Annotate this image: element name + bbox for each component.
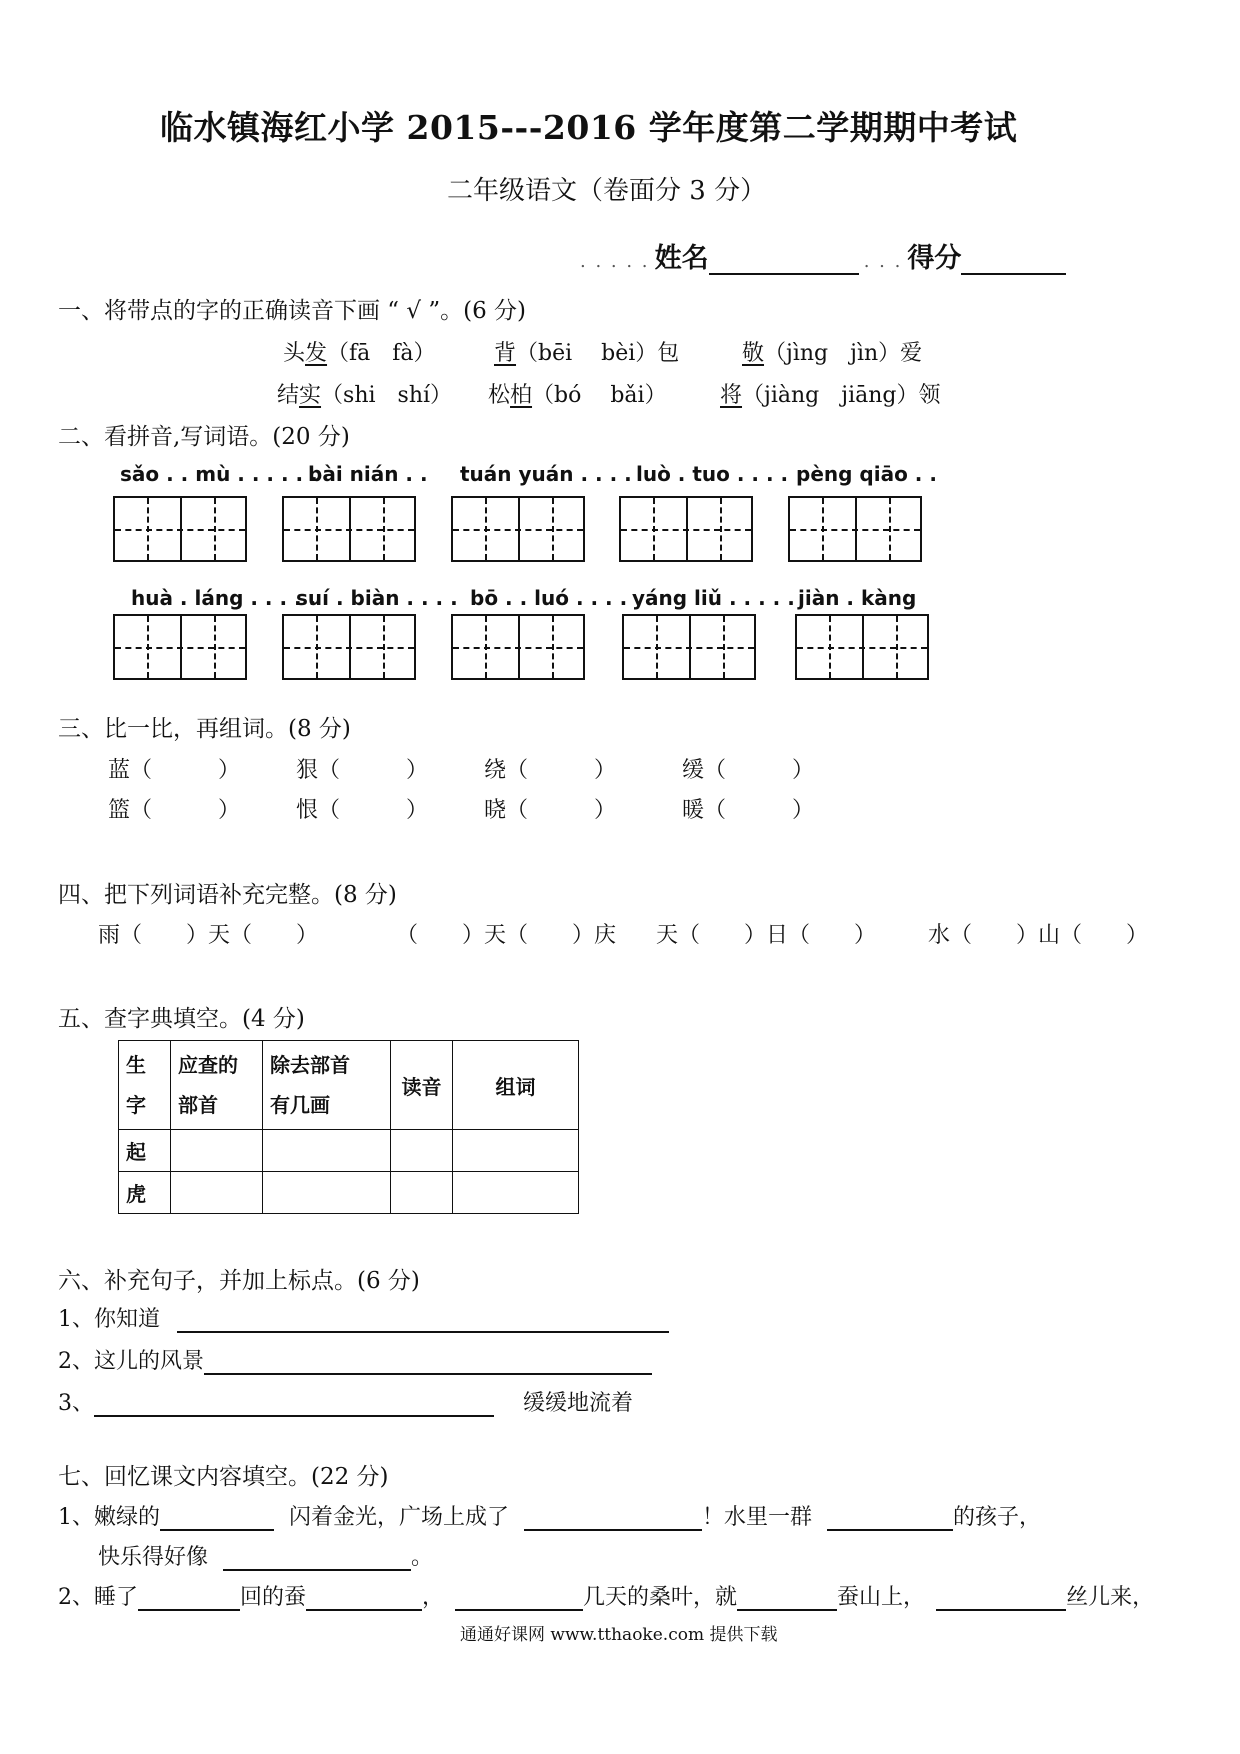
section7-heading: 七、回忆课文内容填空。(22 分) [58, 1464, 389, 1490]
table-cell[interactable] [263, 1172, 391, 1214]
pinyin-options: （fā fà） [327, 341, 436, 366]
text: 头 [283, 341, 306, 366]
pinyin-options: （jiàng jiāng）领 [742, 383, 941, 408]
section4-heading: 四、把下列词语补充完整。(8 分) [58, 882, 397, 908]
pinyin-choice[interactable] [277, 378, 452, 409]
compare-item[interactable]: 恨（ ） [296, 798, 429, 823]
answer-blank[interactable] [936, 1583, 1066, 1611]
text: 回的蚕 [240, 1585, 307, 1610]
column-header: 组词 [453, 1041, 579, 1130]
table-cell[interactable] [453, 1130, 579, 1172]
compare-item[interactable]: 晓（ ） [484, 798, 617, 823]
dotted-char: 背 [494, 341, 517, 366]
writing-grid[interactable] [795, 614, 929, 680]
sentence-suffix: 缓缓地流着 [523, 1391, 634, 1416]
text: 蚕山上， [837, 1585, 926, 1610]
table-cell[interactable] [391, 1130, 453, 1172]
name-blank[interactable] [709, 247, 859, 275]
section2-heading: 二、看拼音,写词语。(20 分) [58, 424, 350, 450]
dotted-char: 柏 [510, 383, 533, 408]
table-row [119, 1172, 579, 1214]
recall-line [58, 1580, 1154, 1611]
compare-item[interactable]: 暖（ ） [682, 798, 815, 823]
pinyin-label: huà . láng . . . . . [131, 586, 317, 610]
text: 几天的桑叶，就 [583, 1585, 738, 1610]
answer-blank[interactable] [160, 1503, 274, 1531]
dotted-char: 敬 [742, 341, 765, 366]
pinyin-choice[interactable] [742, 336, 922, 367]
writing-grid[interactable] [622, 614, 756, 680]
table-cell[interactable] [171, 1172, 263, 1214]
answer-blank[interactable] [138, 1583, 240, 1611]
pinyin-label: pèng qiāo . . [796, 462, 937, 486]
pinyin-choice[interactable] [283, 336, 436, 367]
answer-blank[interactable] [737, 1583, 837, 1611]
writing-grid[interactable] [788, 496, 922, 562]
table-cell[interactable] [263, 1130, 391, 1172]
answer-blank[interactable] [306, 1583, 422, 1611]
section1-heading: 一、将带点的字的正确读音下画 “ √ ”。(6 分) [58, 298, 526, 324]
exam-subtitle: 二年级语文（卷面分 3 分） [447, 176, 767, 206]
pinyin-label: luò . tuo . . . . [636, 462, 789, 486]
table-cell[interactable] [453, 1172, 579, 1214]
answer-blank[interactable] [827, 1503, 953, 1531]
table-cell[interactable] [171, 1130, 263, 1172]
answer-blank[interactable] [204, 1347, 652, 1375]
sentence-item [58, 1344, 652, 1375]
score-label: 得分 [907, 243, 962, 274]
column-header: 生 字 [119, 1041, 171, 1130]
text: ， [422, 1585, 445, 1610]
compare-item[interactable]: 篮（ ） [108, 798, 241, 823]
writing-grid[interactable] [282, 614, 416, 680]
pinyin-label: sǎo . . mù . . . . . . [120, 462, 318, 486]
text: 2、睡了 [58, 1585, 138, 1610]
answer-blank[interactable] [177, 1305, 669, 1333]
recall-line [58, 1500, 1041, 1531]
writing-grid[interactable] [451, 614, 585, 680]
pinyin-options: （jìng jìn）爱 [764, 341, 923, 366]
section6-heading: 六、补充句子，并加上标点。(6 分) [58, 1268, 420, 1294]
name-score-row [580, 236, 1066, 275]
table-cell: 起 [119, 1130, 171, 1172]
compare-item[interactable]: 绕（ ） [484, 758, 617, 783]
answer-blank[interactable] [223, 1543, 411, 1571]
dictionary-table [118, 1040, 579, 1214]
sentence-prefix: 3、 [58, 1391, 94, 1416]
section3-heading: 三、比一比，再组词。(8 分) [58, 716, 351, 742]
writing-grid[interactable] [113, 496, 247, 562]
text: 快乐得好像 [98, 1545, 209, 1570]
writing-grid[interactable] [113, 614, 247, 680]
answer-blank[interactable] [94, 1389, 494, 1417]
text: ！水里一群 [702, 1505, 813, 1530]
pinyin-label: jiàn . kàng [798, 586, 917, 610]
text: 1、嫩绿的 [58, 1505, 160, 1530]
text: 松 [488, 383, 511, 408]
sentence-prefix: 2、这儿的风景 [58, 1349, 204, 1374]
idiom-item[interactable]: 天（ ）日（ ） [656, 923, 877, 948]
pinyin-options: （shi shí） [321, 383, 453, 408]
dotted-char: 实 [299, 383, 322, 408]
text: 闪着金光，广场上成了 [289, 1505, 510, 1530]
pinyin-choice[interactable] [488, 378, 667, 409]
compare-item[interactable]: 狠（ ） [296, 758, 429, 783]
dotted-char: 将 [720, 383, 743, 408]
section5-heading: 五、查字典填空。(4 分) [58, 1006, 305, 1032]
writing-grid[interactable] [619, 496, 753, 562]
writing-grid[interactable] [451, 496, 585, 562]
table-cell: 虎 [119, 1172, 171, 1214]
sentence-item [58, 1302, 669, 1333]
pinyin-label: bài nián . . [308, 462, 428, 486]
pinyin-label: bō . . luó . . . . [470, 586, 628, 610]
exam-title: 临水镇海红小学 2015---2016 学年度第二学期期中考试 [160, 108, 1018, 147]
text: 。 [411, 1545, 434, 1570]
dots: . . . [863, 251, 903, 272]
name-label: 姓名 [654, 243, 709, 274]
compare-item[interactable]: 蓝（ ） [108, 758, 241, 783]
answer-blank[interactable] [524, 1503, 702, 1531]
idiom-item[interactable]: 水（ ）山（ ） [928, 923, 1149, 948]
pinyin-choice[interactable] [494, 336, 679, 367]
pinyin-label: yáng liǔ . . . . . [632, 586, 795, 610]
column-header: 应查的 部首 [171, 1041, 263, 1130]
compare-item[interactable]: 缓（ ） [682, 758, 815, 783]
table-row [119, 1130, 579, 1172]
dots: . . . . . [580, 251, 650, 272]
table-cell[interactable] [391, 1172, 453, 1214]
text: 的孩子， [953, 1505, 1042, 1530]
pinyin-label: tuán yuán . . . . [460, 462, 632, 486]
idiom-item[interactable]: 雨（ ）天（ ） [98, 923, 319, 948]
column-header: 除去部首 有几画 [263, 1041, 391, 1130]
answer-blank[interactable] [455, 1583, 583, 1611]
pinyin-choice[interactable] [720, 378, 940, 409]
idiom-item[interactable]: （ ）天（ ）庆 [396, 923, 617, 948]
pinyin-options: （bó bǎi） [532, 383, 667, 408]
pinyin-options: （bēi bèi）包 [516, 341, 680, 366]
score-blank[interactable] [961, 247, 1066, 275]
column-header: 读音 [391, 1041, 453, 1130]
writing-grid[interactable] [282, 496, 416, 562]
text: 丝儿来， [1066, 1585, 1155, 1610]
table-header-row [119, 1041, 579, 1130]
footer-credit: 通通好课网 www.tthaoke.com 提供下载 [460, 1625, 778, 1645]
dotted-char: 发 [305, 341, 328, 366]
sentence-item [58, 1386, 633, 1417]
sentence-prefix: 1、你知道 [58, 1307, 160, 1332]
text: 结 [277, 383, 300, 408]
recall-line [98, 1540, 433, 1571]
pinyin-label: suí . biàn . . . . [296, 586, 458, 610]
